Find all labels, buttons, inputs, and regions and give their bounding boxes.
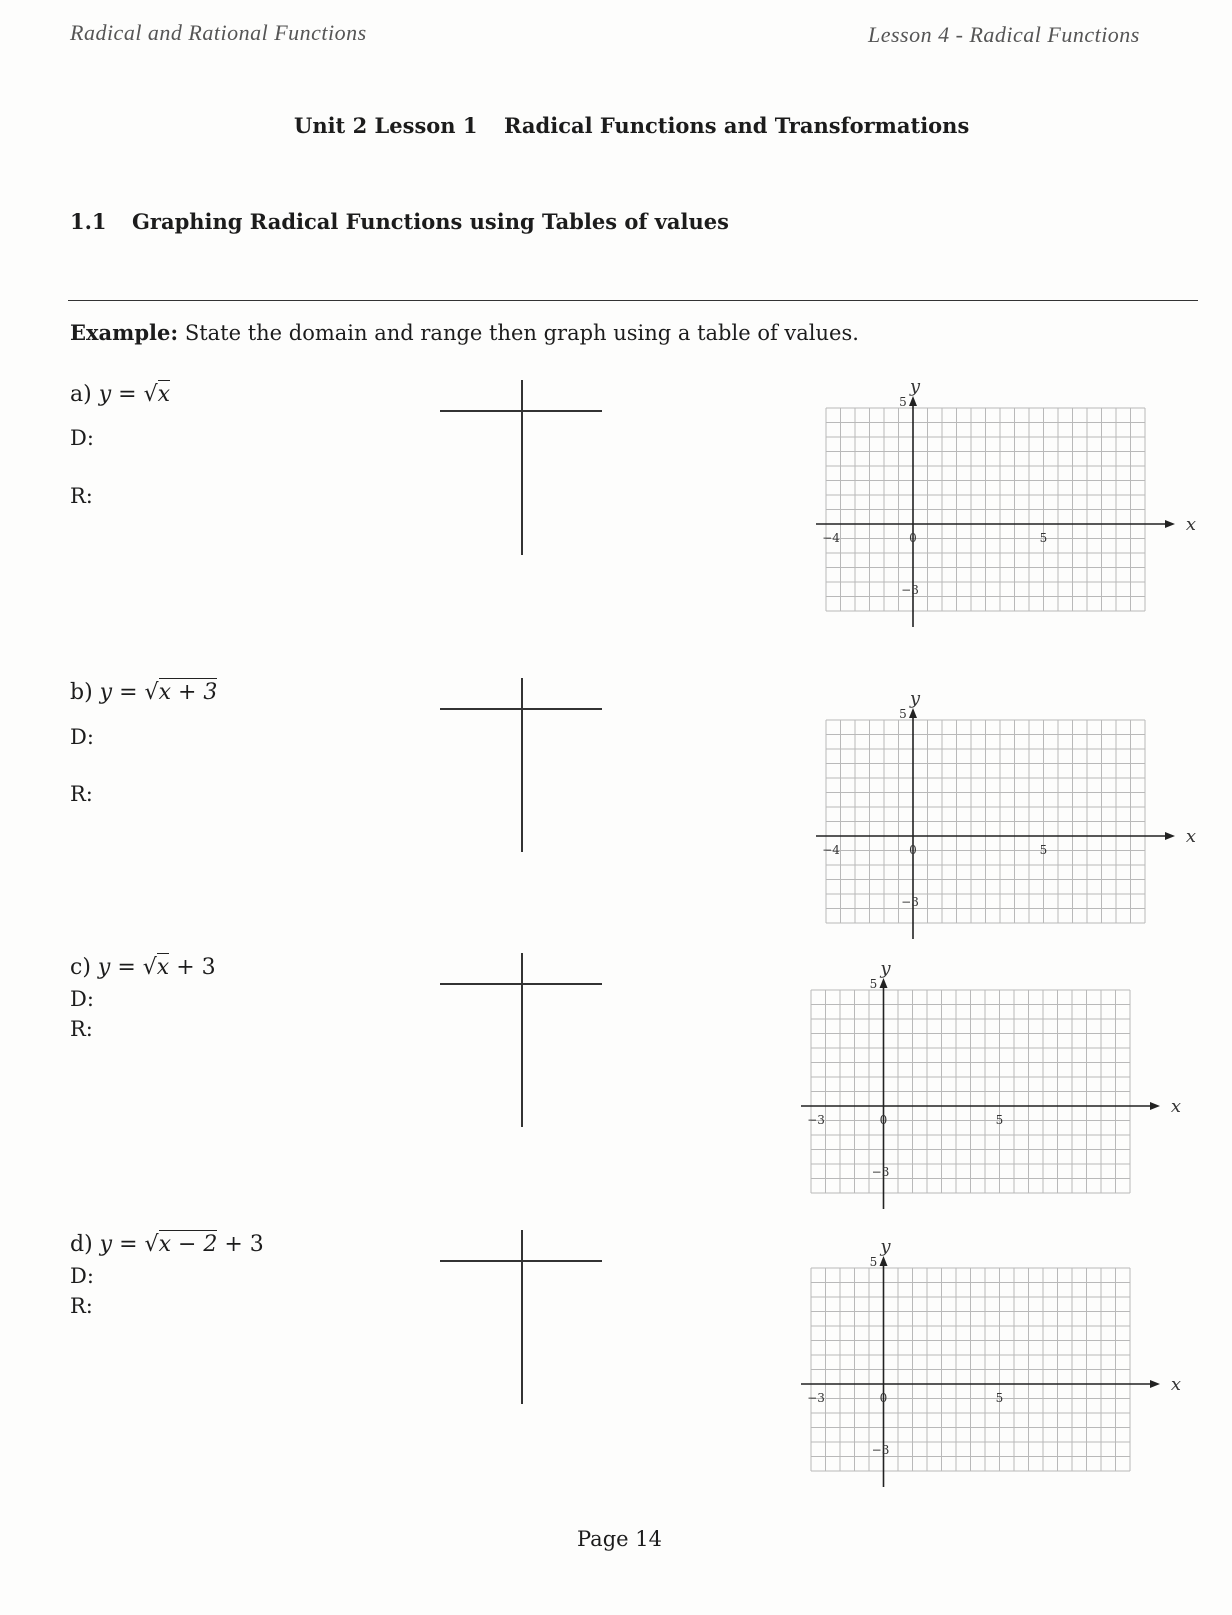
range-label: R: xyxy=(70,782,93,806)
y-min-label: −3 xyxy=(901,895,919,909)
section-rule xyxy=(68,300,1198,301)
coordinate-grid-c[interactable] xyxy=(807,948,1200,1223)
domain-label: D: xyxy=(70,987,94,1011)
equation-a xyxy=(70,382,170,407)
sqrt-symbol-icon: √ xyxy=(142,955,157,980)
y-axis-arrow-icon xyxy=(880,1256,888,1266)
unit-lesson-label: Unit 2 Lesson 1 xyxy=(294,113,478,138)
radicand: x xyxy=(156,955,170,980)
x-axis-label: x xyxy=(1185,514,1197,535)
x-min-label: −3 xyxy=(807,1113,825,1127)
lesson-title: Radical Functions and Transformations xyxy=(504,113,970,138)
example-label: Example: xyxy=(70,320,179,345)
coordinate-grid-d[interactable] xyxy=(807,1226,1200,1501)
equation-lhs: y = xyxy=(97,955,143,980)
x-axis-arrow-icon xyxy=(1150,1380,1160,1388)
problem-letter: d) xyxy=(70,1232,93,1257)
coordinate-grid-a[interactable] xyxy=(822,366,1215,641)
y-axis-label: y xyxy=(880,1236,891,1257)
y-max-label: 5 xyxy=(869,977,878,991)
x-tick-label: 5 xyxy=(995,1391,1004,1405)
equation-constant: + 3 xyxy=(217,1232,264,1257)
origin-label: 0 xyxy=(909,531,917,545)
running-header-left: Radical and Rational Functions xyxy=(70,20,367,45)
origin-label: 0 xyxy=(879,1113,888,1127)
sqrt-symbol-icon: √ xyxy=(144,1232,159,1257)
range-label: R: xyxy=(70,484,93,508)
x-axis-arrow-icon xyxy=(1150,1102,1160,1110)
x-tick-label: 5 xyxy=(1039,531,1048,545)
equation-lhs: y = xyxy=(99,680,145,705)
page-number: Page 14 xyxy=(577,1527,662,1551)
origin-label: 0 xyxy=(909,843,917,857)
section-title: Graphing Radical Functions using Tables of values xyxy=(132,209,729,234)
y-max-label: 5 xyxy=(869,1255,878,1269)
y-max-label: 5 xyxy=(899,395,907,409)
problem-letter: b) xyxy=(70,680,93,705)
y-axis-label: y xyxy=(880,958,891,979)
instruction xyxy=(70,320,859,345)
x-axis-label: x xyxy=(1185,826,1197,847)
section-number: 1.1 xyxy=(70,209,107,234)
range-label: R: xyxy=(70,1017,93,1041)
x-axis-arrow-icon xyxy=(1165,520,1175,528)
running-header-right: Lesson 4 - Radical Functions xyxy=(868,22,1140,47)
x-axis-arrow-icon xyxy=(1165,832,1175,840)
x-tick-label: 5 xyxy=(1039,843,1048,857)
radicand: x + 3 xyxy=(158,680,218,705)
equation-constant: + 3 xyxy=(169,955,216,980)
y-axis-label: y xyxy=(909,688,921,709)
equation-b xyxy=(70,680,217,705)
radicand: x xyxy=(157,382,171,407)
sqrt-symbol-icon: √ xyxy=(144,680,159,705)
domain-label: D: xyxy=(70,1264,94,1288)
domain-label: D: xyxy=(70,426,94,450)
problem-letter: a) xyxy=(70,382,92,407)
x-min-label: −4 xyxy=(822,531,840,545)
table-of-values-divider xyxy=(521,953,523,1127)
range-label: R: xyxy=(70,1294,93,1318)
instruction-text: State the domain and range then graph using a table of values. xyxy=(184,321,859,345)
table-of-values-divider xyxy=(521,380,523,555)
x-axis-label: x xyxy=(1170,1374,1182,1395)
coordinate-grid-b[interactable] xyxy=(822,678,1215,953)
y-min-label: −3 xyxy=(871,1165,890,1179)
y-min-label: −3 xyxy=(871,1443,890,1457)
y-axis-arrow-icon xyxy=(880,978,888,988)
equation-lhs: y = xyxy=(98,382,144,407)
x-min-label: −3 xyxy=(807,1391,825,1405)
equation-c xyxy=(70,955,216,980)
y-min-label: −3 xyxy=(901,583,919,597)
equation-lhs: y = xyxy=(99,1232,145,1257)
equation-d xyxy=(70,1232,264,1257)
x-axis-label: x xyxy=(1170,1096,1182,1117)
y-axis-arrow-icon xyxy=(909,396,917,406)
domain-label: D: xyxy=(70,725,94,749)
radicand: x − 2 xyxy=(158,1232,218,1257)
y-axis-arrow-icon xyxy=(909,708,917,718)
table-of-values-divider xyxy=(521,678,523,852)
origin-label: 0 xyxy=(879,1391,888,1405)
y-axis-label: y xyxy=(909,376,921,397)
x-min-label: −4 xyxy=(822,843,840,857)
sqrt-symbol-icon: √ xyxy=(143,382,158,407)
table-of-values-divider xyxy=(521,1230,523,1404)
x-tick-label: 5 xyxy=(995,1113,1004,1127)
y-max-label: 5 xyxy=(899,707,907,721)
problem-letter: c) xyxy=(70,955,91,980)
